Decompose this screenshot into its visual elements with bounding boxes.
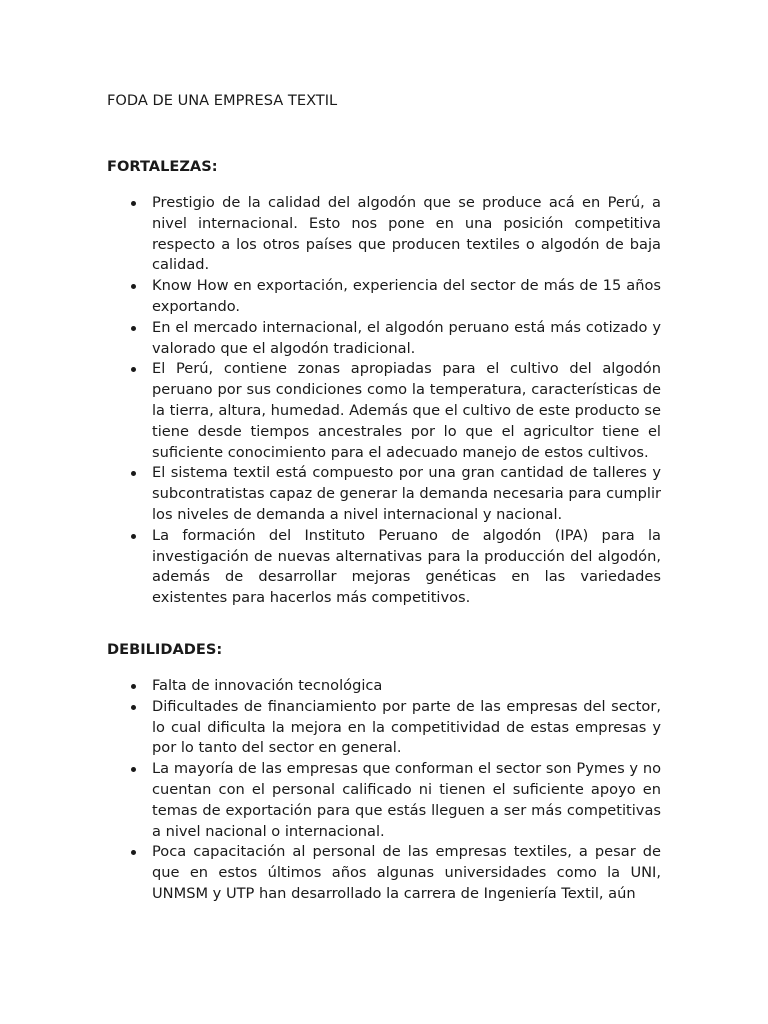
list-item-text: Poca capacitación al personal de las empresas textiles, a pesar de que en estos últimos años algunas universidades como la UNI, UNMSM y UTP han desarrollado la carrera de Ingeniería Textil, aún	[152, 843, 661, 902]
list-item-text: La mayoría de las empresas que conforman el sector son Pymes y no cuentan con el personal calificado ni tienen el suficiente apoyo en temas de exportación para que estás lleguen a ser más competitivas a nivel nacional o internacional.	[152, 760, 661, 840]
list-item-text: La formación del Instituto Peruano de algodón (IPA) para la investigación de nuevas alternativas para la producción del algodón, además de desarrollar mejoras genéticas en las variedades existentes para hacerlos más competitivos.	[152, 526, 661, 607]
list-item-text: Falta de innovación tecnológica	[152, 677, 383, 694]
section-heading-debilidades: DEBILIDADES:	[107, 641, 223, 658]
list-item	[128, 193, 661, 276]
bullet-icon	[131, 534, 136, 539]
bullet-icon	[131, 705, 136, 710]
list-item-text: En el mercado internacional, el algodón peruano está más cotizado y valorado que el algodón tradicional.	[152, 318, 661, 357]
list-item-text: Dificultades de financiamiento por parte de las empresas del sector, lo cual dificulta la mejora en la competitividad de estas empresas y por lo tanto del sector en general.	[152, 697, 661, 757]
list-item	[128, 463, 661, 525]
bullet-icon	[131, 684, 136, 689]
bullet-icon	[131, 767, 136, 772]
bullet-icon	[131, 471, 136, 476]
bullet-list-debilidades	[128, 676, 661, 905]
bullet-icon	[131, 284, 136, 289]
list-item	[128, 526, 661, 609]
list-item-text: El sistema textil está compuesto por una gran cantidad de talleres y subcontratistas capaz de generar la demanda necesaria para cumplir los niveles de demanda a nivel internacional y nacional.	[152, 464, 661, 523]
bullet-list-fortalezas	[128, 193, 661, 609]
list-item	[128, 842, 661, 904]
list-item	[128, 359, 661, 463]
bullet-icon	[131, 326, 136, 331]
list-item	[128, 759, 661, 842]
bullet-icon	[131, 850, 136, 855]
bullet-icon	[131, 201, 136, 206]
section-heading-fortalezas: FORTALEZAS:	[107, 158, 218, 175]
list-item-text: El Perú, contiene zonas apropiadas para el cultivo del algodón peruano por sus condiciones como la temperatura, características de la tierra, altura, humedad. Además que el cultivo de este producto se tiene desde tiempos ancestrales por lo que el agricultor tiene el suficiente conocimiento para el adecuado manejo de estos cultivos.	[152, 360, 661, 461]
list-item	[128, 697, 661, 759]
list-item-text: Prestigio de la calidad del algodón que se produce acá en Perú, a nivel internacional. Esto nos pone en una posición competitiva respecto a los otros países que producen textiles o algodón de baja calidad.	[152, 194, 661, 274]
bullet-icon	[131, 367, 136, 372]
list-item-text: Know How en exportación, experiencia del sector de más de 15 años exportando.	[152, 277, 661, 315]
document-title: FODA DE UNA EMPRESA TEXTIL	[107, 92, 338, 109]
list-item	[128, 276, 661, 318]
list-item	[128, 318, 661, 360]
list-item	[128, 676, 661, 697]
